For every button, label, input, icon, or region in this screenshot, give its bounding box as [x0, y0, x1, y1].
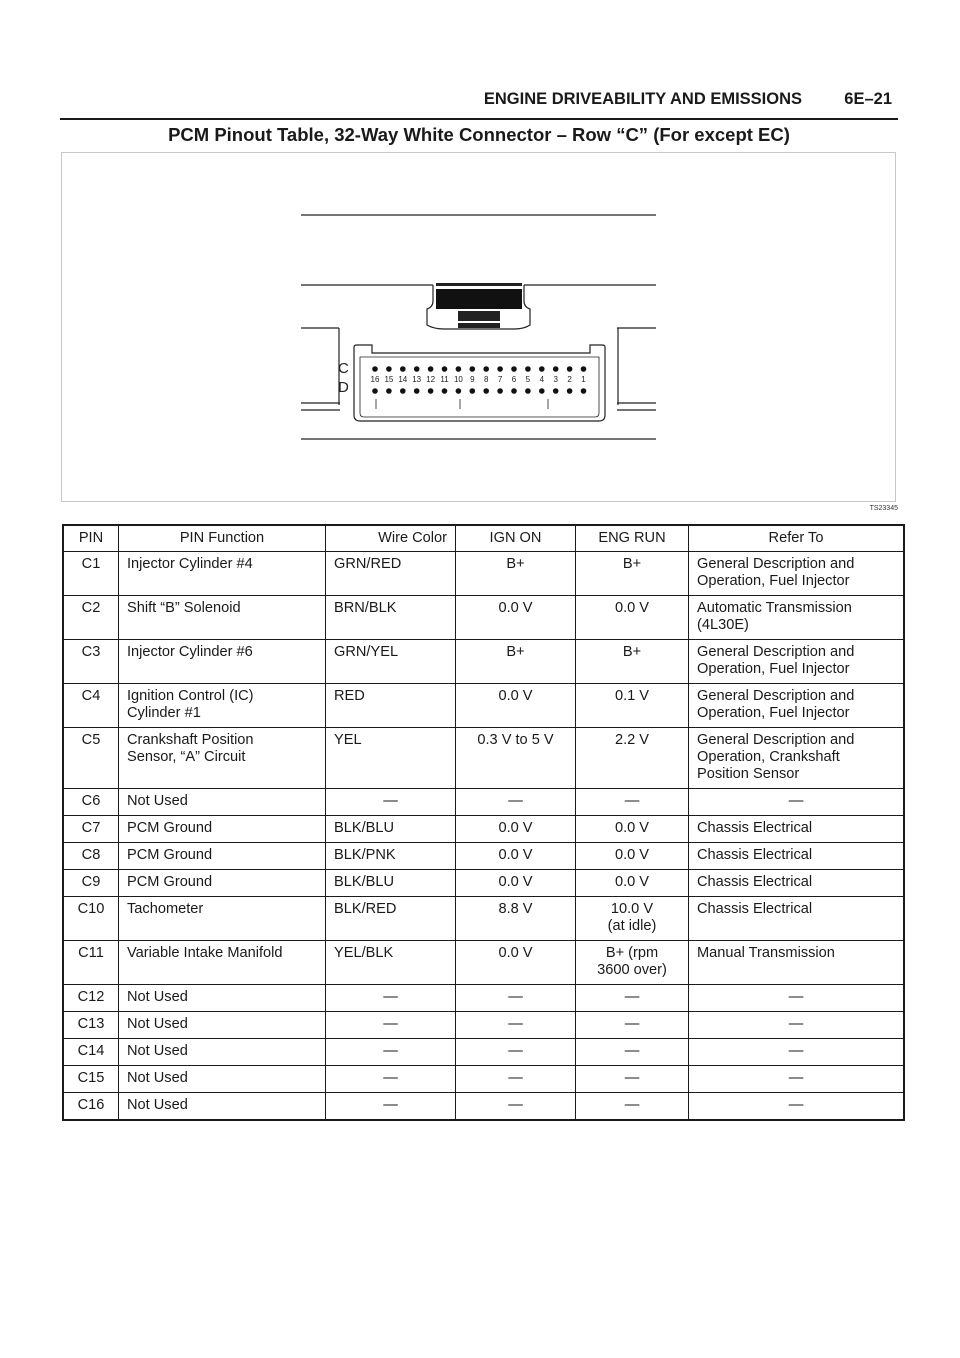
- eng-run-cell: —: [576, 985, 689, 1012]
- wire-color-cell: BLK/PNK: [326, 843, 456, 870]
- eng-run-cell: —: [576, 789, 689, 816]
- pin-number-label: 7: [497, 375, 503, 384]
- function-cell: Not Used: [119, 985, 326, 1012]
- pin-cavity-row-d: [567, 388, 573, 394]
- function-cell: Injector Cylinder #4: [119, 552, 326, 596]
- ign-on-cell: 0.0 V: [456, 684, 576, 728]
- table-row: [63, 985, 904, 1012]
- eng-run-cell: 10.0 V (at idle): [576, 897, 689, 941]
- pin-number-label: 10: [453, 375, 463, 384]
- pin-cavity-row-d: [525, 388, 531, 394]
- wire-color-cell: BLK/RED: [326, 897, 456, 941]
- function-cell: PCM Ground: [119, 843, 326, 870]
- connector-illustration: [62, 153, 895, 501]
- wire-color-cell: —: [326, 1093, 456, 1121]
- table-row: [63, 640, 904, 684]
- pin-cell: C8: [63, 843, 119, 870]
- function-cell: PCM Ground: [119, 816, 326, 843]
- pin-cavity-row-c: [400, 366, 406, 372]
- pin-cavity-row-c: [442, 366, 448, 372]
- pin-cell: C4: [63, 684, 119, 728]
- pin-cavity-row-d: [400, 388, 406, 394]
- function-cell: Variable Intake Manifold: [119, 941, 326, 985]
- eng-run-cell: 2.2 V: [576, 728, 689, 789]
- eng-run-cell: —: [576, 1066, 689, 1093]
- refer-to-cell: Chassis Electrical: [689, 816, 905, 843]
- wire-color-cell: —: [326, 789, 456, 816]
- table-row: [63, 843, 904, 870]
- page-number: 6E–21: [844, 90, 892, 108]
- pin-number-label: 3: [553, 375, 558, 384]
- table-row: [63, 728, 904, 789]
- column-header-ign-on: IGN ON: [456, 525, 576, 552]
- ign-on-cell: —: [456, 985, 576, 1012]
- pin-cavity-row-d: [414, 388, 420, 394]
- pin-cavity-row-d: [428, 388, 434, 394]
- ign-on-cell: —: [456, 789, 576, 816]
- wire-color-cell: —: [326, 1012, 456, 1039]
- pin-number-label: 11: [440, 375, 449, 384]
- pin-cell: C3: [63, 640, 119, 684]
- pin-cavity-row-d: [497, 388, 503, 394]
- function-cell: Not Used: [119, 1039, 326, 1066]
- refer-to-cell: —: [689, 1093, 905, 1121]
- table-row: [63, 684, 904, 728]
- pin-cell: C2: [63, 596, 119, 640]
- pin-cavity-row-d: [442, 388, 448, 394]
- page-header: [60, 88, 898, 120]
- pin-cavity-row-c: [553, 366, 559, 372]
- pin-cell: C10: [63, 897, 119, 941]
- refer-to-cell: —: [689, 985, 905, 1012]
- eng-run-cell: —: [576, 1039, 689, 1066]
- function-cell: Not Used: [119, 1093, 326, 1121]
- pin-number-label: 9: [470, 375, 475, 384]
- column-header-function: PIN Function: [119, 525, 326, 552]
- wire-color-cell: YEL/BLK: [326, 941, 456, 985]
- function-cell: Shift “B” Solenoid: [119, 596, 326, 640]
- function-cell: Tachometer: [119, 897, 326, 941]
- ign-on-cell: —: [456, 1093, 576, 1121]
- table-row: [63, 870, 904, 897]
- page-title: PCM Pinout Table, 32-Way White Connector – Row “C” (For except EC): [168, 124, 790, 145]
- table-row: [63, 552, 904, 596]
- refer-to-cell: —: [689, 1012, 905, 1039]
- pin-cell: C7: [63, 816, 119, 843]
- wire-color-cell: —: [326, 985, 456, 1012]
- function-cell: Not Used: [119, 1012, 326, 1039]
- pin-number-labels: [371, 375, 587, 384]
- column-header-wire-color: Wire Color: [326, 525, 456, 552]
- refer-to-cell: Chassis Electrical: [689, 843, 905, 870]
- key-bar: [458, 311, 500, 321]
- pin-number-label: 5: [525, 375, 531, 384]
- pinout-table-body: [63, 552, 904, 1121]
- function-cell: Crankshaft Position Sensor, “A” Circuit: [119, 728, 326, 789]
- figure-code: TS23345: [869, 505, 898, 512]
- ign-on-cell: —: [456, 1039, 576, 1066]
- eng-run-cell: 0.0 V: [576, 843, 689, 870]
- table-row: [63, 816, 904, 843]
- ign-on-cell: 0.0 V: [456, 596, 576, 640]
- pin-cell: C5: [63, 728, 119, 789]
- row-label-d: D: [338, 379, 349, 396]
- pin-cavity-row-d: [386, 388, 392, 394]
- ign-on-cell: 0.0 V: [456, 941, 576, 985]
- ign-on-cell: 0.0 V: [456, 870, 576, 897]
- ign-on-cell: 0.0 V: [456, 816, 576, 843]
- pin-cavity-row-c: [386, 366, 392, 372]
- pin-cavity-row-c: [567, 366, 573, 372]
- pin-cell: C9: [63, 870, 119, 897]
- wire-color-cell: BLK/BLU: [326, 816, 456, 843]
- eng-run-cell: B+: [576, 552, 689, 596]
- pinout-table: [62, 524, 905, 1121]
- pin-cavity-row-d: [483, 388, 489, 394]
- table-row: [63, 596, 904, 640]
- pin-cavity-row-c: [372, 366, 378, 372]
- wire-color-cell: —: [326, 1039, 456, 1066]
- eng-run-cell: —: [576, 1093, 689, 1121]
- pin-cavity-row-c: [581, 366, 587, 372]
- refer-to-cell: Automatic Transmission (4L30E): [689, 596, 905, 640]
- pin-number-label: 13: [412, 375, 422, 384]
- pin-cavity-row-c: [497, 366, 503, 372]
- pin-number-label: 1: [581, 375, 586, 384]
- wire-color-cell: BRN/BLK: [326, 596, 456, 640]
- connector-figure: [61, 152, 896, 502]
- eng-run-cell: —: [576, 1012, 689, 1039]
- function-cell: Injector Cylinder #6: [119, 640, 326, 684]
- refer-to-cell: Chassis Electrical: [689, 870, 905, 897]
- ign-on-cell: —: [456, 1012, 576, 1039]
- function-cell: Not Used: [119, 1066, 326, 1093]
- function-cell: Ignition Control (IC) Cylinder #1: [119, 684, 326, 728]
- function-cell: Not Used: [119, 789, 326, 816]
- ign-on-cell: B+: [456, 552, 576, 596]
- eng-run-cell: B+ (rpm 3600 over): [576, 941, 689, 985]
- pin-cavity-row-d: [470, 388, 476, 394]
- table-row: [63, 941, 904, 985]
- refer-to-cell: Manual Transmission: [689, 941, 905, 985]
- pin-number-label: 6: [511, 375, 517, 384]
- wire-color-cell: GRN/YEL: [326, 640, 456, 684]
- refer-to-cell: —: [689, 789, 905, 816]
- pin-cell: C6: [63, 789, 119, 816]
- column-header-pin: PIN: [63, 525, 119, 552]
- refer-to-cell: General Description and Operation, Fuel Injector: [689, 684, 905, 728]
- row-label-c: C: [338, 360, 349, 377]
- table-header-row: [63, 525, 904, 552]
- eng-run-cell: 0.0 V: [576, 816, 689, 843]
- ign-on-cell: B+: [456, 640, 576, 684]
- wire-color-cell: YEL: [326, 728, 456, 789]
- function-cell: PCM Ground: [119, 870, 326, 897]
- refer-to-cell: General Description and Operation, Crankshaft Position Sensor: [689, 728, 905, 789]
- pin-cavity-row-c: [456, 366, 462, 372]
- pin-cell: C13: [63, 1012, 119, 1039]
- connector-face-inner: [360, 357, 599, 417]
- key-bar-lower: [458, 323, 500, 328]
- table-row: [63, 1093, 904, 1121]
- wire-color-cell: GRN/RED: [326, 552, 456, 596]
- wire-color-cell: —: [326, 1066, 456, 1093]
- ign-on-cell: —: [456, 1066, 576, 1093]
- pin-cell: C1: [63, 552, 119, 596]
- pin-cell: C16: [63, 1093, 119, 1121]
- column-header-eng-run: ENG RUN: [576, 525, 689, 552]
- pin-cell: C15: [63, 1066, 119, 1093]
- pin-cavity-row-c: [483, 366, 489, 372]
- pin-cell: C12: [63, 985, 119, 1012]
- wire-color-cell: BLK/BLU: [326, 870, 456, 897]
- pin-cavity-row-d: [456, 388, 462, 394]
- pin-cavity-row-c: [539, 366, 545, 372]
- pin-number-label: 4: [539, 375, 545, 384]
- pin-number-label: 15: [384, 375, 394, 384]
- pin-cavity-row-c: [470, 366, 476, 372]
- pin-cavity-row-c: [428, 366, 434, 372]
- ign-on-cell: 0.0 V: [456, 843, 576, 870]
- pin-cavity-row-d: [553, 388, 559, 394]
- table-row: [63, 1066, 904, 1093]
- pin-number-label: 14: [398, 375, 408, 384]
- pin-cavity-row-c: [525, 366, 531, 372]
- refer-to-cell: General Description and Operation, Fuel Injector: [689, 640, 905, 684]
- pin-cavity-row-c: [511, 366, 517, 372]
- column-header-refer-to: Refer To: [689, 525, 905, 552]
- eng-run-cell: 0.0 V: [576, 596, 689, 640]
- table-row: [63, 1039, 904, 1066]
- pin-cell: C14: [63, 1039, 119, 1066]
- pin-number-label: 2: [567, 375, 572, 384]
- eng-run-cell: 0.0 V: [576, 870, 689, 897]
- ign-on-cell: 0.3 V to 5 V: [456, 728, 576, 789]
- section-title: ENGINE DRIVEABILITY AND EMISSIONS: [483, 90, 802, 108]
- refer-to-cell: —: [689, 1066, 905, 1093]
- table-row: [63, 897, 904, 941]
- wire-color-cell: RED: [326, 684, 456, 728]
- pin-number-label: 12: [426, 375, 436, 384]
- refer-to-cell: Chassis Electrical: [689, 897, 905, 941]
- table-row: [63, 789, 904, 816]
- table-row: [63, 1012, 904, 1039]
- eng-run-cell: 0.1 V: [576, 684, 689, 728]
- pin-number-label: 16: [370, 375, 380, 384]
- latch-block: [436, 289, 522, 309]
- pin-cavity-row-d: [539, 388, 545, 394]
- pin-number-label: 8: [483, 375, 489, 384]
- pin-cavity-row-c: [414, 366, 420, 372]
- eng-run-cell: B+: [576, 640, 689, 684]
- pin-cell: C11: [63, 941, 119, 985]
- pin-cavity-row-d: [581, 388, 587, 394]
- pin-cavity-row-d: [372, 388, 378, 394]
- pin-cavity-row-d: [511, 388, 517, 394]
- ign-on-cell: 8.8 V: [456, 897, 576, 941]
- latch-top-bar: [436, 283, 522, 286]
- refer-to-cell: General Description and Operation, Fuel Injector: [689, 552, 905, 596]
- refer-to-cell: —: [689, 1039, 905, 1066]
